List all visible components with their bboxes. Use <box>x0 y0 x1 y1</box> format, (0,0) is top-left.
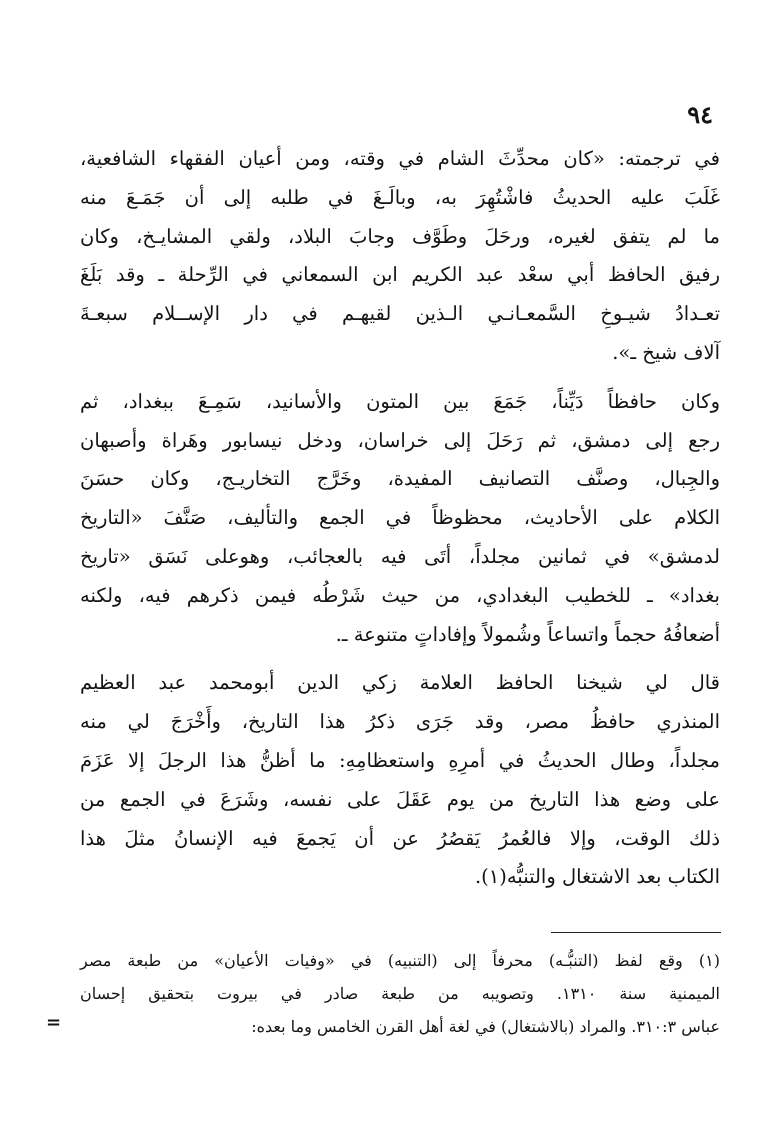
text-line: آلاف شيخ ـ». <box>612 340 720 364</box>
paragraph-2 <box>80 383 720 655</box>
footnote-divider <box>551 932 721 933</box>
text-line: وكان حافظاً دَيِّناً، جَمَعَ بين المتون والأسانيد، سَمِـعَ ببغداد، ثم <box>80 389 720 413</box>
text-line: تعـدادُ شيـوخِ السَّمعـانـي الـذين لقيهـم في دار الإســلام سبعـةَ <box>80 302 720 326</box>
text-line: على وضع هذا التاريخ من يوم عَقَلَ على نفسه، وشَرَعَ في الجمع من <box>80 787 720 811</box>
footnote-line: (١) وقع لفظ (التنبُّـه) محرفاً إلى (التنبيه) في «وفيات الأعيان» من طبعة مصر <box>80 951 720 970</box>
text-line: في ترجمته: «كان محدِّثَ الشام في وقته، ومن أعيان الفقهاء الشافعية، <box>80 147 720 170</box>
footnote-line: الميمنية سنة ١٣١٠. وتصويبه من طبعة صادر في بيروت بتحقيق إحسان <box>80 984 720 1003</box>
text-line: رفيق الحافظ أبي سعْد عبد الكريم ابن السمعاني في الرِّحلة ـ وقد بَلَغَ <box>80 263 720 287</box>
text-line: أضعافُهُ حجماً واتساعاً وشُمولاً وإفاداتٍ متنوعة ـ. <box>335 622 720 646</box>
page-number: ٩٤ <box>687 100 713 129</box>
text-line: رجع إلى دمشق، ثم رَحَلَ إلى خراسان، ودخل نيسابور وهَراة وأصبهان <box>80 428 720 452</box>
text-line: المنذري حافظُ مصر، وقد جَرَى ذكرُ هذا التاريخ، وأَخْرَجَ لي منه <box>80 710 720 734</box>
text-line: الكلام على الأحاديث، محظوظاً في الجمع والتأليف، صَنَّفَ «التاريخ <box>80 506 720 530</box>
main-text <box>80 140 720 907</box>
paragraph-3 <box>80 664 720 897</box>
continuation-mark: = <box>46 1012 62 1033</box>
text-line: مجلداً، وطال الحديثُ في أمرِهِ واستعظامِهِ: ما أظنُّ هذا الرجلَ إلا عَزَمَ <box>80 748 720 772</box>
text-line: بغداد» ـ للخطيب البغدادي، من حيث شَرْطُه فيمن ذكرهم فيه، ولكنه <box>80 583 720 607</box>
text-line: غَلَبَ عليه الحديثُ فاشْتُهِرَ به، وبالَـغَ في طلبه إلى أن جَمَـعَ منه <box>80 185 720 209</box>
text-line: الكتاب بعد الاشتغال والتنبُّه(١). <box>474 865 720 889</box>
text-line: ذلك الوقت، وإلا فالعُمرُ يَقصُرُ عن أن يَجمعَ فيه الإنسانُ مثلَ هذا <box>80 826 720 850</box>
footnote <box>80 944 720 1043</box>
text-line: والجِبال، وصنَّف التصانيف المفيدة، وخَرَّج التخاريـج، وكان حسَنَ <box>80 467 720 491</box>
text-line: قال لي شيخنا الحافظ العلامة زكي الدين أبومحمد عبد العظيم <box>80 671 720 695</box>
text-line: لدمشق» في ثمانين مجلداً، أتَى فيه بالعجائب، وهوعلى نَسَق «تاريخ <box>80 544 720 568</box>
text-line: ما لم يتفق لغيره، ورحَلَ وطَوَّف وجابَ البلاد، ولقي المشايـخ، وكان <box>80 224 720 248</box>
footnote-line: عباس ٣١٠:٣. والمراد (بالاشتغال) في لغة أهل القرن الخامس وما بعده: <box>251 1017 720 1036</box>
paragraph-1 <box>80 140 720 373</box>
